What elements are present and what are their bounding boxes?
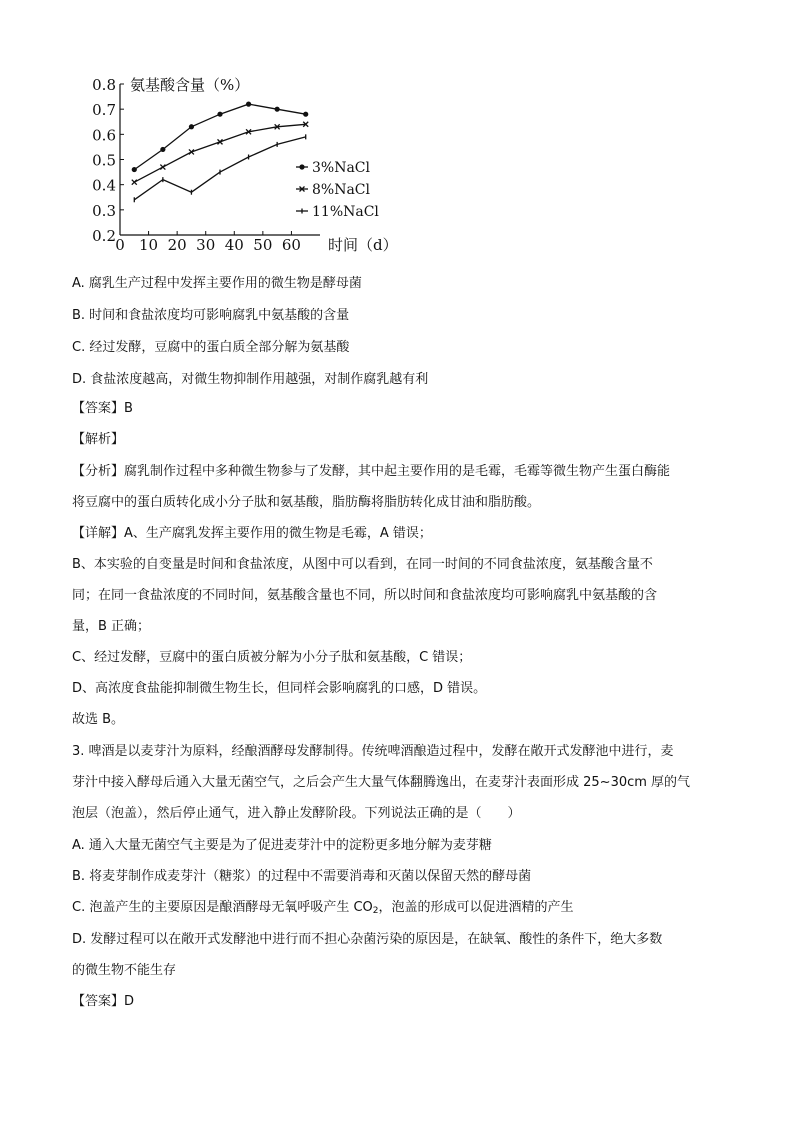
y-tick-label: 0.4 [92,176,116,195]
q3-option-a: A. 通入大量无菌空气主要是为了促进麦芽汁中的淀粉更多地分解为麦芽糖 [72,838,492,853]
q2-fenxi-line1 [72,462,670,482]
y-tick-label: 0.3 [92,201,116,220]
answer-label: 【答案】 [72,994,125,1009]
answer-value: B [124,401,133,416]
data-point [132,167,137,172]
legend-label: 8%NaCl [312,182,370,198]
legend-item [296,204,379,220]
q2-option-c: C. 经过发酵，豆腐中的蛋白质全部分解为氨基酸 [72,340,350,355]
data-point [299,164,304,169]
legend-item [296,160,371,176]
detail-label: 【详解】 [72,526,125,541]
data-point [246,102,251,107]
data-point [303,112,308,117]
q3-option-d1: D. 发酵过程可以在敞开式发酵池中进行而不担心杂菌污染的原因是，在缺氧、酸性的条件下，绝大多数 [72,932,663,947]
chart-legend [296,160,379,220]
x-axis-label: 时间（d） [328,236,398,254]
q3-stem-line1: 3. 啤酒是以麦芽汁为原料，经酿酒酵母发酵制得。传统啤酒酿造过程中，发酵在敞开式发酵池中进行，麦 [72,744,674,759]
q2-option-b: B. 时间和食盐浓度均可影响腐乳中氨基酸的含量 [72,308,350,323]
data-point [132,180,137,185]
legend-item [296,182,371,198]
q2-analysis-label: 【解析】 [72,432,125,447]
answer-value: D [124,994,135,1009]
q3-option-d2: 的微生物不能生存 [72,963,177,978]
fenxi-label: 【分析】 [72,464,125,479]
series-lines [132,102,309,203]
y-tick-label: 0.8 [92,76,116,94]
x-tick-label: 0 [115,236,125,254]
x-tick-label: 50 [253,236,273,254]
q3-option-b: B. 将麦芽制作成麦芽汁（糖浆）的过程中不需要消毒和灭菌以保留天然的酵母菌 [72,869,532,884]
y-tick-labels [92,76,124,245]
data-point [275,107,280,112]
q2-detail-b1: B、本实验的自变量是时间和食盐浓度，从图中可以看到，在同一时间的不同食盐浓度，氨基酸含量不 [72,557,653,572]
x-tick-label: 30 [196,236,216,254]
y-tick-label: 0.6 [92,126,116,145]
x-tick-label: 20 [167,236,187,254]
y-axis-label: 氨基酸含量（%） [130,76,250,94]
q2-answer [72,399,133,419]
q3-stem-line2: 芽汁中接入酵母后通入大量无菌空气，之后会产生大量气体翻腾逸出，在麦芽汁表面形成 25~30cm 厚的气 [72,775,691,790]
q2-detail-d: D、高浓度食盐能抑制微生物生长，但同样会影响腐乳的口感，D 错误。 [72,681,487,696]
q2-detail-b2: 同；在同一食盐浓度的不同时间，氨基酸含量也不同，所以时间和食盐浓度均可影响腐乳中氨基酸的含 [72,588,658,603]
detail-a-text: A、生产腐乳发挥主要作用的微生物是毛霉，A 错误； [124,526,432,541]
fenxi-text: 腐乳制作过程中多种微生物参与了发酵，其中起主要作用的是毛霉，毛霉等微生物产生蛋白酶能 [124,464,671,479]
x-tick-label: 40 [224,236,244,254]
legend-label: 3%NaCl [312,160,370,176]
x-tick-label: 10 [139,236,159,254]
q2-option-d: D. 食盐浓度越高，对微生物抑制作用越强，对制作腐乳越有利 [72,372,429,387]
legend-label: 11%NaCl [312,204,379,220]
x-tick-label: 60 [281,236,301,254]
series-3%NaCl [132,102,309,173]
q2-detail-c: C、经过发酵，豆腐中的蛋白质被分解为小分子肽和氨基酸，C 错误； [72,650,472,665]
amino-acid-line-chart [88,70,408,260]
option-c-sub: 2 [372,906,379,916]
answer-label: 【答案】 [72,401,125,416]
q3-option-c [72,898,574,921]
data-point [160,147,165,152]
q2-detail-b3: 量，B 正确； [72,619,151,634]
option-c-pre: C. 泡盖产生的主要原因是酿酒酵母无氧呼吸产生 CO [72,900,373,915]
q3-stem-line3: 泡层（泡盖），然后停止通气，进入静止发酵阶段。下列说法正确的是（ ） [72,806,521,821]
q3-answer [72,992,134,1012]
y-tick-label: 0.2 [92,227,116,245]
y-tick-label: 0.7 [92,101,116,120]
y-tick-label: 0.5 [92,151,116,170]
q2-detail-a [72,524,432,544]
q2-fenxi-line2: 将豆腐中的蛋白质转化成小分子肽和氨基酸，脂肪酶将脂肪转化成甘油和脂肪酸。 [72,495,541,510]
data-point [217,112,222,117]
data-point [160,165,165,170]
q2-conclusion: 故选 B。 [72,712,125,727]
option-c-post: ，泡盖的形成可以促进酒精的产生 [378,900,574,915]
data-point [189,124,194,129]
q2-option-a: A. 腐乳生产过程中发挥主要作用的微生物是酵母菌 [72,276,362,291]
